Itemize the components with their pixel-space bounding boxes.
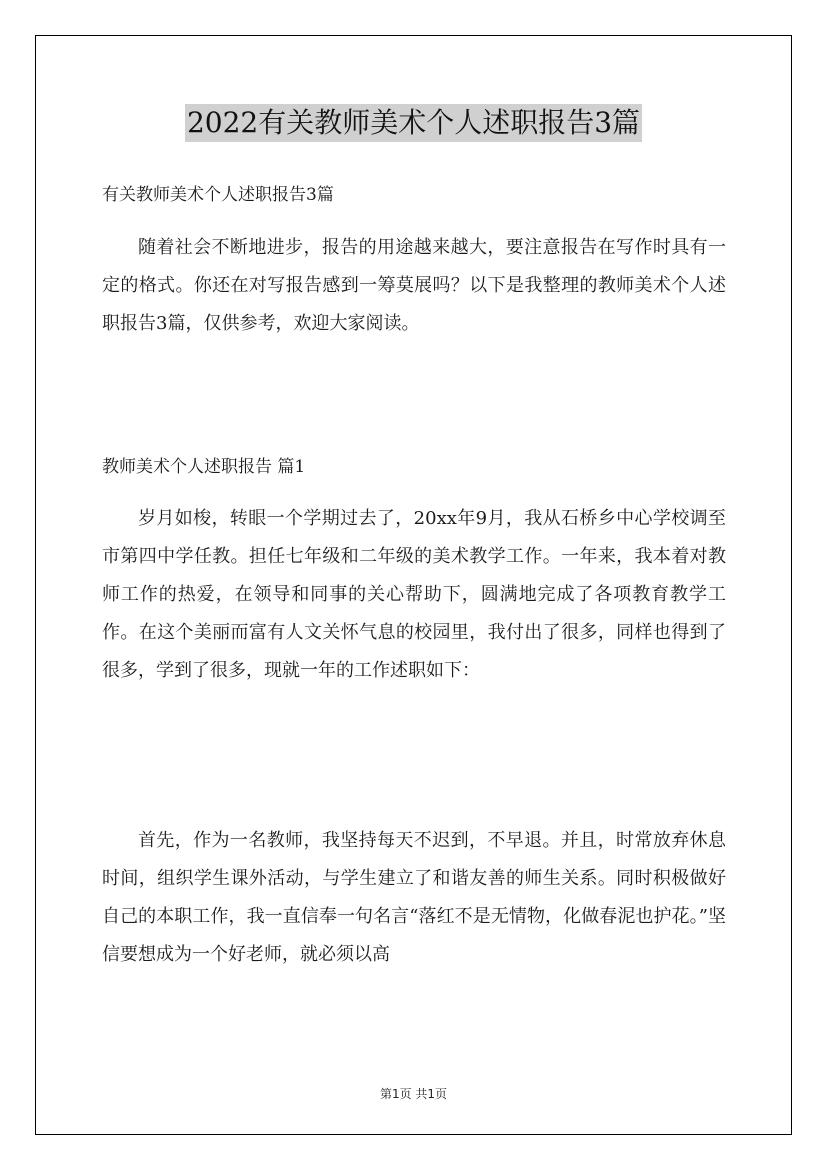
intro-section <box>102 229 726 343</box>
body-paragraph: 首先，作为一名教师，我坚持每天不迟到，不早退。并且，时常放弃休息时间，组织学生课外活动，与学生建立了和谐友善的师生关系。同时积极做好自己的本职工作，我一直信奉一句名言“落红不是无情物，化做春泥也护花。”坚信要想成为一个好老师，就必须以高 <box>102 830 726 965</box>
title-container <box>0 104 827 142</box>
body-paragraph: 岁月如梭，转眼一个学期过去了，20xx年9月，我从石桥乡中心学校调至市第四中学任教。担任七年级和二年级的美术教学工作。一年来，我本着对教师工作的热爱，在领导和同事的关心帮助下，圆满地完成了各项教育教学工作。在这个美丽而富有人文关怀气息的校园里，我付出了很多，同样也得到了很多，学到了很多，现就一年的工作述职如下： <box>102 508 726 681</box>
page-footer: 第1页 共1页 <box>379 1087 448 1101</box>
section-heading: 教师美术个人述职报告 篇1 <box>102 457 306 477</box>
document-subtitle: 有关教师美术个人述职报告3篇 <box>102 185 334 205</box>
body-section-1 <box>102 500 726 690</box>
document-title: 2022有关教师美术个人述职报告3篇 <box>185 104 642 142</box>
body-section-2 <box>102 822 726 974</box>
intro-paragraph: 随着社会不断地进步，报告的用途越来越大，要注意报告在写作时具有一定的格式。你还在对写报告感到一筹莫展吗？以下是我整理的教师美术个人述职报告3篇，仅供参考，欢迎大家阅读。 <box>102 237 726 334</box>
